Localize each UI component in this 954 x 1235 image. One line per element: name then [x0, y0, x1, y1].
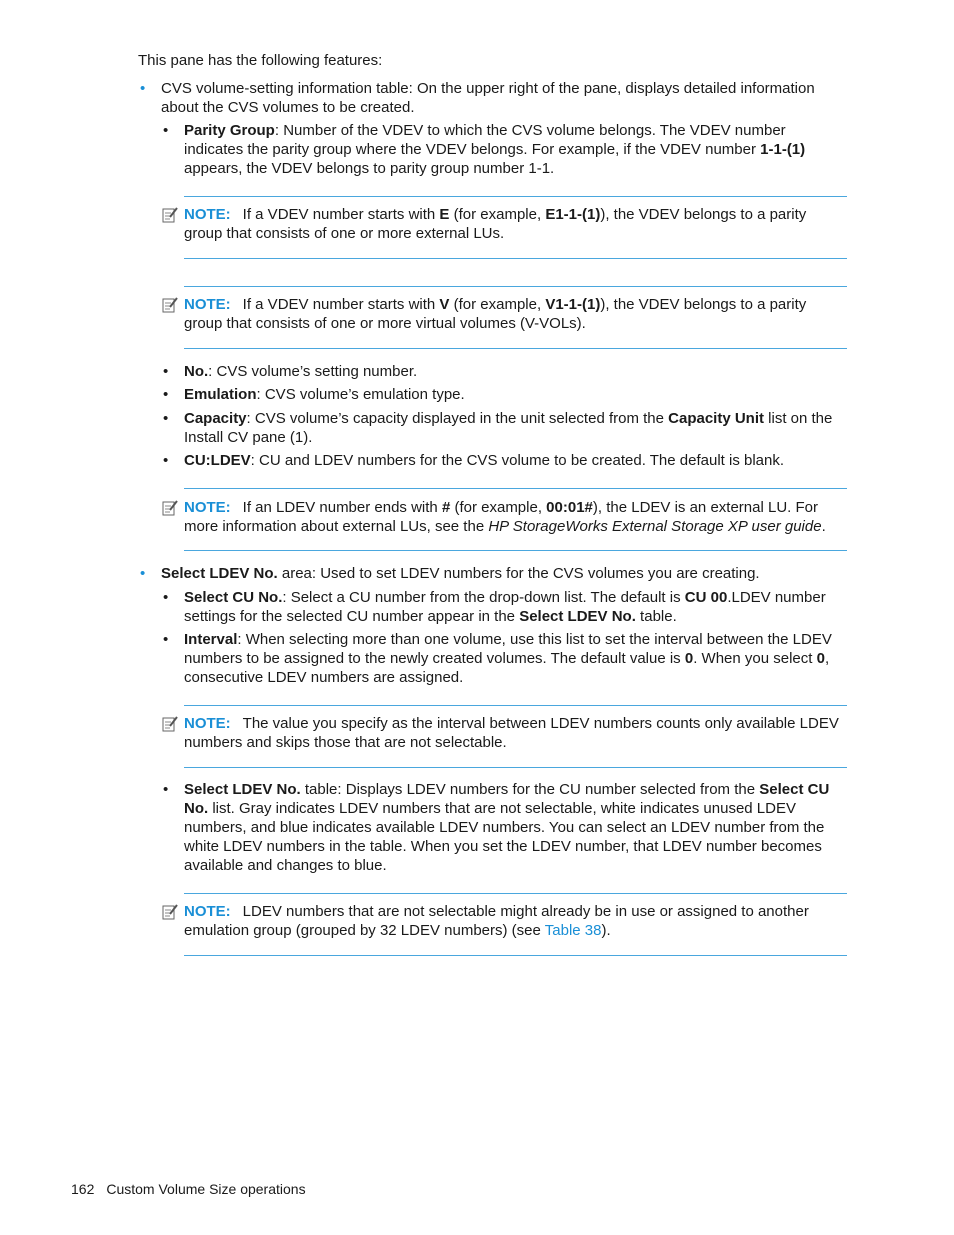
footer-section-title: Custom Volume Size operations	[106, 1181, 306, 1197]
item-bold: 0	[816, 650, 825, 667]
item-text: : When selecting more than one volume, use this list to set the interval between the LDEV numbers to be assigned to the newly created volumes. The default value is	[184, 631, 832, 667]
item-select-cu	[184, 588, 848, 626]
note-text: If a VDEV number starts with	[242, 206, 440, 223]
note-bold: 00:01#	[546, 499, 593, 516]
item-text: table: Displays LDEV numbers for the CU number selected from the	[300, 781, 760, 798]
item-label: CU:LDEV	[184, 452, 251, 469]
item-text: : Number of the VDEV to which the CVS volume belongs. The VDEV number indicates the parity group where the VDEV belongs. For example, if the VDEV number	[184, 122, 786, 158]
item-text: : Select a CU number from the drop-down list. The default is	[282, 589, 685, 606]
item-label: Select CU No.	[184, 589, 283, 606]
item-emulation	[184, 385, 848, 404]
note-rule	[184, 893, 847, 894]
note-label: NOTE:	[184, 715, 231, 732]
bullet-select-ldev-area	[161, 564, 851, 583]
note-external-ldev	[184, 498, 848, 536]
note-text: If an LDEV number ends with	[242, 499, 442, 516]
note-rule	[184, 767, 847, 768]
note-text: ), the LDEV is an external LU. For more information about external LUs, see the	[184, 499, 818, 535]
item-label: Select LDEV No.	[161, 565, 278, 582]
bullet-marker: •	[163, 589, 169, 606]
note-icon	[161, 715, 179, 733]
bullet-marker: •	[163, 386, 169, 403]
note-rule	[184, 196, 847, 197]
bullet-marker: •	[140, 80, 146, 97]
note-rule	[184, 955, 847, 956]
note-rule	[184, 258, 847, 259]
note-external-lu	[184, 205, 848, 243]
item-bold: Select CU No.	[184, 781, 830, 817]
table-38-link[interactable]: Table 38	[544, 922, 602, 939]
item-label: Select LDEV No.	[184, 781, 301, 798]
note-text: (for example,	[449, 296, 546, 313]
note-text: .	[821, 518, 826, 535]
item-label: Emulation	[184, 386, 257, 403]
note-text: (for example,	[450, 499, 547, 516]
note-label: NOTE:	[184, 206, 231, 223]
note-icon	[161, 499, 179, 517]
item-parity-group	[184, 121, 848, 178]
item-text: : CVS volume’s capacity displayed in the unit selected from the	[246, 410, 669, 427]
item-bold: Select LDEV No.	[519, 608, 636, 625]
bullet-marker: •	[163, 410, 169, 427]
note-label: NOTE:	[184, 903, 231, 920]
note-bold: E	[439, 206, 450, 223]
note-rule	[184, 348, 847, 349]
note-icon	[161, 903, 179, 921]
item-text: list on the Install CV pane (1).	[184, 410, 833, 446]
bullet-marker: •	[163, 363, 169, 380]
note-virtual-volumes	[184, 295, 848, 333]
note-bold: E1-1-(1)	[545, 206, 601, 223]
page-footer	[71, 1180, 306, 1199]
note-text: ).	[601, 922, 611, 939]
item-bold: CU 00	[684, 589, 728, 606]
note-icon	[161, 206, 179, 224]
item-text: , consecutive LDEV numbers are assigned.	[184, 650, 830, 686]
note-text: (for example,	[449, 206, 546, 223]
item-text: list. Gray indicates LDEV numbers that are not selectable, white indicates unused LDEV numbers, and blue indicates available LDEV numbers. You can select an LDEV number from the white LDEV numbers in the table. When you set the LDEV number, that LDEV number becomes available and changes to blue.	[184, 800, 825, 874]
note-icon	[161, 296, 179, 314]
item-label: No.	[184, 363, 209, 380]
page-number: 162	[71, 1181, 95, 1197]
item-text: . When you select	[693, 650, 817, 667]
item-cu-ldev	[184, 451, 848, 470]
item-text: appears, the VDEV belongs to parity group number 1-1.	[184, 160, 555, 177]
bullet-cvs-table: CVS volume-setting information table: On the upper right of the pane, displays detailed information about the CVS volumes to be created.	[161, 80, 815, 116]
item-label: Capacity	[184, 410, 247, 427]
item-bold: Capacity Unit	[668, 410, 764, 427]
note-text: If a VDEV number starts with	[242, 296, 440, 313]
item-label: Parity Group	[184, 122, 275, 139]
note-text: The value you specify as the interval between LDEV numbers counts only available LDEV numbers and skips those that are not selectable.	[184, 715, 839, 751]
note-text: LDEV numbers that are not selectable might already be in use or assigned to another emulation group (grouped by 32 LDEV numbers) (see	[184, 903, 809, 939]
item-select-ldev-table	[184, 780, 848, 875]
item-text: : CU and LDEV numbers for the CVS volume to be created. The default is blank.	[250, 452, 785, 469]
item-bold: 0	[684, 650, 694, 667]
note-label: NOTE:	[184, 499, 231, 516]
note-rule	[184, 550, 847, 551]
note-rule	[184, 705, 847, 706]
item-text: : CVS volume’s emulation type.	[256, 386, 465, 403]
note-label: NOTE:	[184, 296, 231, 313]
bullet-marker: •	[163, 781, 169, 798]
guide-title: HP StorageWorks External Storage XP user guide	[488, 518, 822, 535]
bullet-marker: •	[140, 565, 146, 582]
item-label: Interval	[184, 631, 238, 648]
note-text: ), the VDEV belongs to a parity group that consists of one or more external LUs.	[184, 206, 807, 242]
item-text: table.	[635, 608, 677, 625]
item-bold: 1-1-(1)	[760, 141, 806, 158]
item-text: area: Used to set LDEV numbers for the CVS volumes you are creating.	[277, 565, 760, 582]
bullet-marker: •	[163, 631, 169, 648]
item-no	[184, 362, 848, 381]
bullet-marker: •	[163, 452, 169, 469]
bullet-marker: •	[163, 122, 169, 139]
note-text: ), the VDEV belongs to a parity group that consists of one or more virtual volumes (V-VOLs).	[184, 296, 807, 332]
note-interval	[184, 714, 848, 752]
note-bold: #	[441, 499, 451, 516]
intro-text: This pane has the following features:	[138, 52, 383, 69]
note-bold: V	[439, 296, 450, 313]
item-text: .LDEV number settings for the selected CU number appear in the	[184, 589, 826, 625]
note-bold: V1-1-(1)	[545, 296, 601, 313]
item-text: : CVS volume’s setting number.	[208, 363, 418, 380]
item-interval	[184, 630, 848, 687]
note-emulation-group	[184, 902, 848, 940]
item-capacity	[184, 409, 848, 447]
note-rule	[184, 286, 847, 287]
note-rule	[184, 488, 847, 489]
